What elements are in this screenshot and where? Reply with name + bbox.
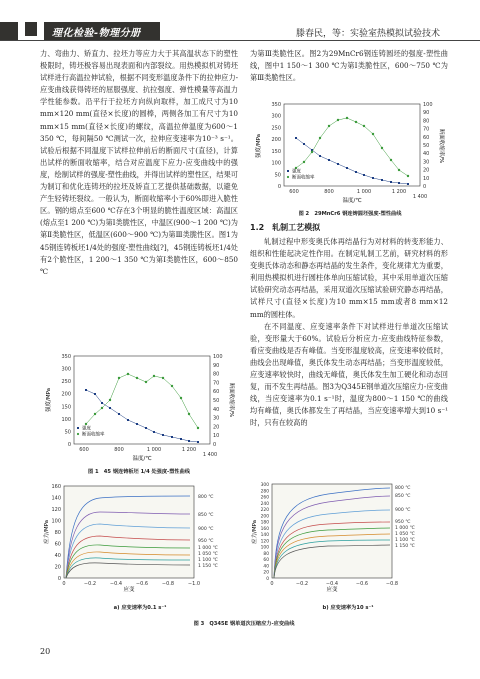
fig3a-xtick: −0.2: [83, 581, 97, 587]
fig3b-xtick: −0.2: [295, 581, 309, 587]
fig3b-ytick: 260: [260, 495, 269, 501]
fig1-ytick-right: 100: [213, 354, 223, 360]
fig1-ytick-right: 80: [213, 371, 220, 378]
fig1-ytick: 350: [61, 354, 71, 360]
fig2-ytick: 250: [271, 125, 281, 132]
fig2-ytick: 300: [271, 113, 281, 120]
figure-2-caption: 图 2 29MnCr6 钢连铸圆坯强度-塑性曲线: [298, 211, 402, 217]
fig2-xtick: 1 000: [356, 189, 372, 195]
journal-title: 理化检验-物理分册: [52, 28, 141, 39]
fig3b-ytick: 180: [260, 520, 269, 526]
fig3a-ytick: 140: [51, 495, 61, 502]
fig3b-xlabel: 应变: [326, 587, 338, 593]
fig3a-ytick: 160: [51, 484, 61, 490]
fig1-ytick-right: 60: [213, 389, 220, 396]
fig3a-ytick: 0: [57, 576, 61, 582]
figure-3a-sublabel: a) 应变速率为0.1 s⁻¹: [113, 605, 167, 611]
fig2-ytick: 350: [271, 102, 281, 108]
fig2-ylabel-right: 断面收缩率/%: [438, 128, 444, 164]
fig3b-ytick: 100: [260, 545, 269, 551]
fig2-xlabel: 温度/℃: [342, 198, 362, 204]
fig2-ytick: 100: [271, 160, 281, 167]
fig1-ylabel-right: 断面收缩率/%: [228, 382, 234, 418]
fig3b-curve-label: 900 ℃: [395, 508, 411, 513]
fig1-legend-reduction: 断面收缩率: [82, 432, 105, 438]
fig1-ytick: 300: [61, 366, 71, 373]
fig1-xtick: 600: [79, 447, 89, 453]
figure-1-caption: 图 1 45 钢连铸板坯 1/4 处强度-塑性曲线: [88, 469, 190, 475]
figure-3-caption: 图 3 Q345E 钢单道次压缩应力-应变曲线: [193, 621, 295, 627]
fig3a-ytick: 120: [51, 507, 61, 513]
fig2-ytick-right: 40: [423, 151, 430, 158]
fig3a-xtick: −0.4: [109, 581, 123, 587]
fig3b-ylabel: 应力/MPa: [252, 519, 258, 545]
fig3b-ytick: 140: [260, 533, 269, 539]
fig3a-curve-label: 1 150 ℃: [198, 564, 218, 569]
fig3b-ytick: 300: [260, 483, 269, 488]
left-column: [40, 48, 238, 278]
journal-logo: [18, 16, 44, 42]
fig3b-curve-label: 1 000 ℃: [395, 526, 415, 531]
fig3a-curve-label: 1 100 ℃: [198, 558, 218, 563]
figure-1-chart: [40, 348, 238, 466]
header-rule: [0, 40, 480, 41]
fig2-ytick: 150: [271, 148, 281, 155]
fig2-ylabel-left: 强度/MPa: [256, 133, 262, 159]
fig2-ytick-right: 0: [423, 184, 427, 190]
fig3b-xtick: −0.4: [325, 581, 339, 587]
fig1-ytick-right: 10: [213, 433, 220, 440]
fig1-ytick-right: 30: [213, 415, 220, 422]
fig1-ytick: 100: [61, 416, 71, 423]
fig1-xlabel: 温度/℃: [132, 456, 152, 462]
fig2-ytick-right: 50: [423, 143, 430, 149]
fig1-legend-strength: 强度: [82, 426, 91, 432]
fig3a-ytick: 20: [54, 564, 61, 571]
fig1-ytick: 0: [67, 442, 71, 448]
fig3b-ytick: 240: [260, 501, 269, 507]
fig1-ytick: 150: [61, 404, 71, 411]
fig2-ytick-right: 20: [423, 167, 430, 174]
fig3b-ytick: 80: [263, 551, 269, 557]
fig1-ytick: 50: [64, 429, 71, 436]
fig3a-xtick: −0.8: [161, 581, 175, 587]
fig3b-ytick: 200: [260, 514, 269, 520]
fig2-xtick: 600: [289, 189, 299, 195]
fig3b-curve-label: 1 100 ℃: [395, 538, 415, 543]
fig3a-xlabel: 应变: [123, 587, 135, 593]
fig3b-ytick: 40: [263, 564, 269, 570]
fig1-ytick-right: 50: [213, 398, 220, 404]
fig2-ytick: 0: [277, 184, 281, 190]
fig2-ytick-right: 30: [423, 159, 430, 166]
fig2-xtick: 1 200: [391, 189, 407, 195]
fig3b-ytick: 280: [260, 489, 269, 495]
fig3b-xtick: 0: [270, 581, 274, 587]
fig2-ytick-right: 80: [423, 118, 430, 125]
fig1-ytick: 200: [61, 391, 71, 398]
fig3a-ytick: 40: [54, 553, 61, 559]
fig2-xtick: 800: [324, 189, 334, 195]
fig3b-ytick: 0: [266, 577, 269, 582]
fig2-ytick-right: 10: [423, 175, 430, 182]
page-number: 20: [40, 647, 51, 656]
fig1-xtick: 800: [114, 447, 124, 453]
body-paragraph: 力、弯曲力、矫直力、拉坯力等应力大于其高温状态下的塑性极限时，铸坯极容易出现表面和内部裂纹。用热模拟机对铸坯试样进行高温拉伸试验，根据不同变形温度条件下的拉伸应力-应变曲线获得铸坯的屈服强度、抗拉强度、弹性模量等高温力学性能参数。沿平行于拉坯方向纵向取样，加工成尺寸为10 mm×120 mm(直径×长度)的圆棒，两侧各加工有尺寸为10 mm×15 mm(直径×长度)的螺纹，高温拉伸温度为600～1 350 ℃，每间隔50 ℃测试一次，拉伸应变速率为10⁻³ s⁻¹。试验后根据不同温度下试样拉伸前后的断面尺寸(直径)，计算出试样的断面收缩率，结合对应温度下应力-应变曲线中的强度，绘制试样的强度-塑性曲线，并得出试样的塑性区，结果可为制订和优化连铸坯的拉坯及矫直工艺提供基础数据，以避免产生轻铸坯裂纹。一般认为，断面收缩率小于60%即进入脆性区。钢的熔点至600 ℃存在3个明显的脆性温度区域：高温区(熔点至1 200 ℃)为第Ⅰ类脆性区，中温区(900～1 200 ℃)为第Ⅱ类脆性区，低温区(600～900 ℃)为第Ⅲ类脆性区。图1为45钢连铸板坯1/4处的强度-塑性曲线[?]，45钢连铸板坯1/4处有2个脆性区，1 200～1 350 ℃为第Ⅰ类脆性区，600～850 ℃: [40, 49, 238, 276]
fig2-ytick: 50: [274, 172, 281, 179]
figure-2-chart: [252, 98, 448, 208]
fig3a-ytick: 80: [54, 530, 61, 536]
fig3a-ytick: 60: [54, 541, 61, 548]
fig3b-ytick: 60: [263, 558, 269, 564]
fig1-ytick-right: 40: [213, 406, 220, 413]
fig3b-ytick: 220: [260, 508, 269, 514]
fig2-ytick-right: 100: [423, 102, 433, 108]
fig3b-curve-label: 850 ℃: [395, 494, 411, 499]
fig1-ytick-right: 0: [213, 442, 217, 448]
fig3a-curve-label: 900 ℃: [198, 527, 214, 532]
fig3a-xtick: 0: [62, 581, 66, 587]
fig1-ytick-right: 90: [213, 362, 220, 369]
fig3a-curve-label: 950 ℃: [198, 539, 214, 544]
right-column-lower: [250, 222, 448, 430]
fig3b-ytick: 120: [260, 539, 269, 545]
fig3b-xtick: −0.6: [355, 581, 369, 587]
section-title: 1.2 轧制工艺模拟: [250, 223, 321, 232]
fig2-ytick-right: 70: [423, 126, 430, 133]
fig3a-curve-label: 850 ℃: [198, 513, 214, 518]
running-head: 滕春民，等：实验室热模拟试验技术: [295, 29, 440, 39]
fig2-ytick-right: 60: [423, 134, 430, 141]
fig3b-curve-label: 1 150 ℃: [395, 544, 415, 549]
fig2-xtick: 1 400: [412, 194, 428, 200]
figure-3b-sublabel: b) 应变速率为10 s⁻¹: [322, 605, 374, 611]
fig3b-curve-label: 1 050 ℃: [395, 532, 415, 537]
fig3a-curve-label: 1 000 ℃: [198, 546, 218, 551]
fig1-ytick-right: 20: [213, 424, 220, 431]
fig3b-curve-label: 800 ℃: [395, 486, 411, 491]
fig3b-ytick: 20: [263, 570, 269, 576]
fig1-xtick: 1 200: [181, 447, 197, 453]
right-column: [250, 48, 448, 84]
fig3b-ytick: 160: [260, 526, 269, 532]
fig3a-xtick: −0.6: [135, 581, 149, 587]
fig3a-curve-label: 1 050 ℃: [198, 552, 218, 557]
fig3b-curve-label: 950 ℃: [395, 520, 411, 525]
fig1-xtick: 1 400: [202, 452, 218, 458]
fig1-xtick: 1 000: [146, 447, 162, 453]
fig2-ytick: 200: [271, 137, 281, 144]
body-paragraph: 轧制过程中形变奥氏体再结晶行为对材料的转变形能力、组织和性能起决定性作用。在制定轧制工艺前，研究材料的形变奥氏体动态和静态再结晶的发生条件，变化规律尤为重要，利用热模拟机进行圆柱体单向压缩试验，其中采用单道次压缩试验研究动态再结晶，采用双道次压缩试验研究静态再结晶，试样尺寸(直径×长度)为10 mm×15 mm或者8 mm×12 mm的圆柱体。: [250, 237, 448, 319]
fig2-legend-reduction: 断面收缩率: [292, 175, 315, 181]
fig3a-ytick: 100: [51, 518, 61, 525]
fig2-legend-strength: 强度: [292, 169, 301, 175]
body-paragraph: 在不同温度、应变速率条件下对试样进行单道次压缩试验，变形量大于60%。试验后分析应力-应变曲线特征参数，看应变曲线是否有峰值。当变形温度较高，应变速率较低时，曲线会出现峰值，奥氏体发生动态再结晶；当变形温度较低，应变速率较快时，曲线无峰值，奥氏体发生加工硬化和动态回复，而不发生再结晶。图3为Q345E钢单道次压缩应力-应变曲线，当应变速率为0.1 s⁻¹时，温度为800～1 150 ℃的曲线均有峰值，奥氏体都发生了再结晶，当应变速率增大到10 s⁻¹时，只有在较高的: [250, 321, 448, 428]
fig1-ylabel-left: 强度/MPa: [46, 387, 52, 413]
body-paragraph: 为第Ⅲ类脆性区。图2为29MnCr6钢连铸圆坯的强度-塑性曲线，图中1 150～1 300 ℃为第Ⅰ类脆性区，600～750 ℃为第Ⅲ类脆性区。: [250, 49, 448, 83]
figure-3b-chart: [248, 480, 448, 600]
fig3b-xtick: −0.8: [385, 581, 399, 587]
fig3a-ylabel: 应力/MPa: [44, 519, 50, 545]
fig2-ytick-right: 90: [423, 110, 430, 117]
fig3a-curve-label: 800 ℃: [198, 495, 214, 500]
fig1-ytick-right: 70: [213, 380, 220, 387]
figure-3a-chart: [40, 480, 240, 600]
fig1-ytick: 250: [61, 379, 71, 386]
fig3a-xtick: −1.0: [187, 581, 201, 587]
